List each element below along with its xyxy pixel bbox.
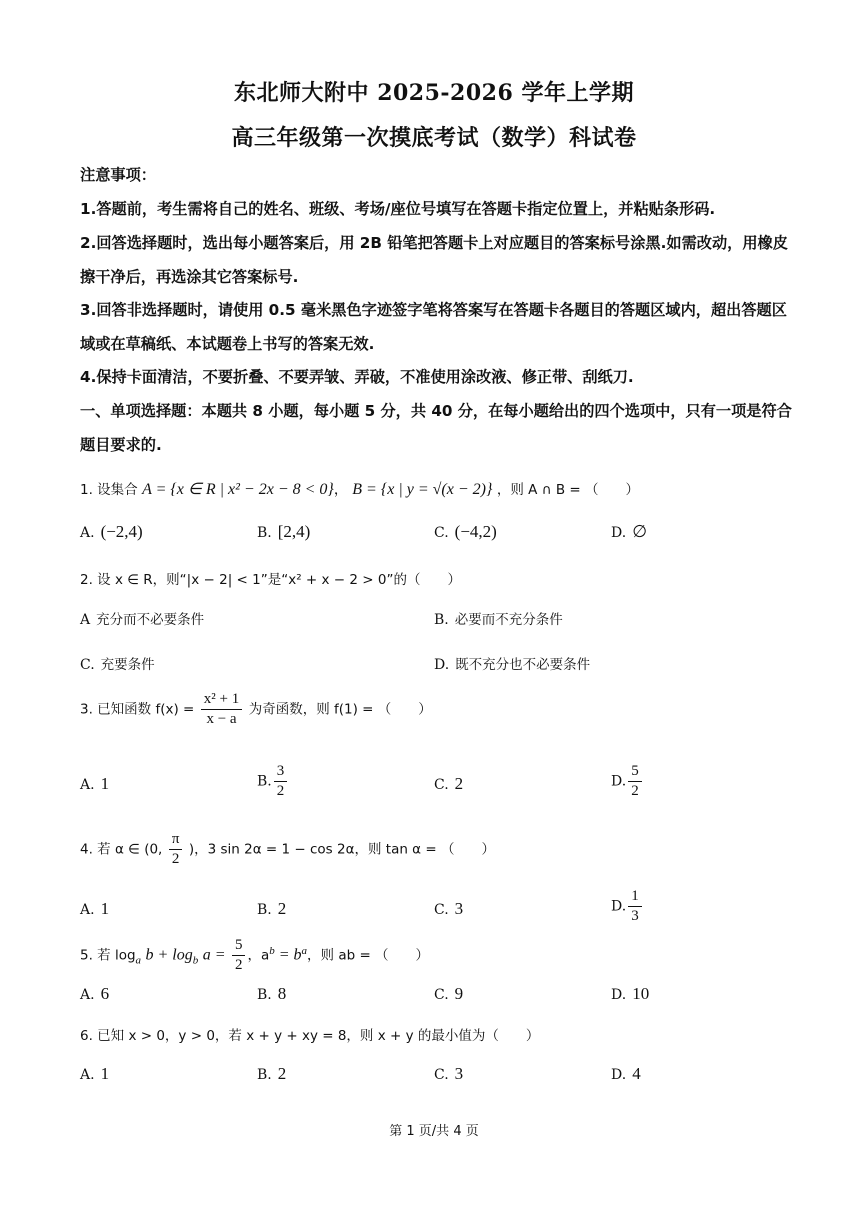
fraction-numerator: 3: [274, 762, 288, 782]
option-value: 1: [100, 899, 110, 918]
notes-heading: 注意事项：: [80, 166, 156, 184]
question-5: [80, 936, 800, 975]
option-2a[interactable]: [80, 608, 204, 628]
option-label: B.: [257, 902, 272, 918]
question-3: [80, 690, 800, 729]
option-label: A.: [80, 1067, 95, 1083]
option-value: 1: [100, 774, 110, 793]
option-label: B.: [257, 1067, 272, 1083]
option-label: A.: [80, 525, 95, 541]
question-3-prefix: 3. 已知函数 f(x) =: [80, 701, 195, 718]
option-4d[interactable]: [611, 887, 644, 926]
option-value: 2: [277, 1064, 287, 1083]
question-4-fraction: [169, 830, 183, 869]
question-6-text: 6. 已知 x > 0，y > 0，若 x + y + xy = 8，则 x + y 的最小值为（ ）: [80, 1028, 540, 1044]
option-3c[interactable]: [434, 774, 463, 794]
option-value: 充要条件: [100, 657, 155, 673]
option-label: C.: [434, 525, 449, 541]
option-label: C.: [434, 902, 449, 918]
exam-title-line2: 高三年级第一次摸底考试（数学）科试卷: [231, 125, 637, 151]
fraction-denominator: 2: [171, 851, 180, 867]
section-1-heading: 一、单项选择题：本题共 8 小题，每小题 5 分，共 40 分，在每小题给出的四个选项中，只有一项是符合题目要求的.: [80, 402, 792, 454]
fraction-numerator: 1: [628, 887, 642, 907]
option-value: 充分而不必要条件: [96, 612, 205, 628]
option-label: D.: [611, 773, 627, 790]
option-1d[interactable]: [611, 522, 647, 542]
option-5b[interactable]: [257, 984, 286, 1004]
question-6: [80, 1024, 800, 1044]
exponent-b: b: [269, 944, 275, 957]
fraction-denominator: 3: [631, 908, 639, 924]
option-fraction: [274, 762, 288, 801]
note-item-2: 2.回答选择题时，选出每小题答案后，用 2B 铅笔把答题卡上对应题目的答案标号涂黑.如需改动，用橡皮擦干净后，再选涂其它答案标号.: [80, 234, 788, 286]
option-label: B.: [257, 773, 272, 790]
note-item-3: 3.回答非选择题时，请使用 0.5 毫米黑色字迹签字笔将答案写在答题卡各题目的答题区域内，超出答题区域或在草稿纸、本试题卷上书写的答案无效.: [80, 301, 787, 353]
option-label: B.: [434, 612, 449, 628]
option-1c[interactable]: [434, 522, 497, 542]
question-5-suffix2: = b: [274, 946, 302, 964]
note-item-1: 1.答题前，考生需将自己的姓名、班级、考场/座位号填写在答题卡指定位置上，并粘贴条形码.: [80, 200, 716, 218]
option-label: A.: [80, 987, 95, 1003]
option-4a[interactable]: [80, 899, 109, 919]
question-3-fraction: [201, 690, 242, 729]
option-value: (−4,2): [454, 522, 497, 541]
question-5-fraction: [232, 936, 246, 975]
option-value: 4: [632, 1064, 641, 1083]
option-3b[interactable]: [257, 762, 289, 801]
question-2-text: 2. 设 x ∈ R，则“|x − 2| < 1”是“x² + x − 2 > 0”的（ ）: [80, 572, 461, 588]
exam-title-line1: 东北师大附中 2025-2026 学年上学期: [234, 80, 634, 106]
fraction-numerator: 5: [232, 936, 246, 956]
question-2: [80, 568, 800, 588]
option-1b[interactable]: [257, 522, 310, 542]
question-4-suffix: )，3 sin 2α = 1 − cos 2α，则 tan α = （ ）: [188, 841, 495, 858]
option-5a[interactable]: [80, 984, 109, 1004]
fraction-denominator: 2: [234, 957, 243, 973]
option-5c[interactable]: [434, 984, 463, 1004]
option-value: 8: [277, 984, 287, 1003]
option-value: ∅: [632, 522, 647, 541]
option-value: 必要而不充分条件: [454, 612, 563, 628]
question-5-eq: a =: [202, 946, 226, 964]
question-4: [80, 830, 800, 869]
option-label: B.: [257, 525, 272, 541]
option-3d[interactable]: [611, 762, 644, 801]
option-label: D.: [611, 1067, 627, 1083]
option-value: 10: [632, 984, 650, 1003]
log-base-b: b: [192, 954, 199, 967]
fraction-numerator: x² + 1: [201, 690, 242, 710]
option-value: 既不充分也不必要条件: [455, 657, 591, 673]
option-label: D.: [611, 987, 627, 1003]
option-6b[interactable]: [257, 1064, 286, 1084]
option-value: 9: [454, 984, 464, 1003]
option-label: D.: [611, 898, 627, 915]
fraction-denominator: 2: [631, 783, 639, 799]
option-label: D.: [611, 525, 627, 541]
option-4c[interactable]: [434, 899, 463, 919]
option-1a[interactable]: [80, 522, 143, 542]
option-2b[interactable]: [434, 608, 563, 628]
exponent-a: a: [301, 944, 308, 957]
option-value: 3: [454, 899, 464, 918]
option-value: (−2,4): [100, 522, 143, 541]
option-value: 1: [100, 1064, 110, 1083]
fraction-numerator: π: [169, 830, 183, 850]
option-5d[interactable]: [611, 984, 649, 1004]
option-value: 6: [100, 984, 110, 1003]
option-3a[interactable]: [80, 774, 109, 794]
option-label: C.: [434, 1067, 449, 1083]
question-5-suffix: ，a: [247, 947, 270, 964]
option-label: A.: [80, 777, 95, 793]
note-item-4: 4.保持卡面清洁，不要折叠、不要弄皱、弄破，不准使用涂改液、修正带、刮纸刀.: [80, 368, 634, 386]
question-5-suffix3: ，则 ab = （ ）: [307, 947, 430, 964]
question-1-suffix: ，则 A ∩ B = （ ）: [496, 482, 639, 498]
option-label: C.: [434, 777, 449, 793]
fraction-denominator: x − a: [206, 711, 237, 727]
option-label: C.: [434, 987, 449, 1003]
option-value: [2,4): [277, 522, 311, 541]
option-value: 3: [454, 1064, 464, 1083]
option-value: 2: [454, 774, 464, 793]
fraction-numerator: 5: [628, 762, 642, 782]
question-1-set-b: B = {x | y = √(x − 2)}: [352, 481, 493, 498]
option-fraction: [628, 887, 642, 926]
option-6a[interactable]: [80, 1064, 109, 1084]
option-2d[interactable]: [434, 653, 590, 673]
fraction-denominator: 2: [276, 783, 285, 799]
option-6c[interactable]: [434, 1064, 463, 1084]
option-label: A: [80, 612, 91, 628]
log-base-a: a: [135, 954, 142, 967]
question-3-suffix: 为奇函数，则 f(1) = （ ）: [248, 701, 432, 718]
option-label: D.: [434, 657, 450, 673]
question-5-mid: b + log: [145, 946, 193, 964]
question-1-set-a: A = {x ∈ R | x² − 2x − 8 < 0}: [142, 481, 334, 498]
option-label: C.: [80, 657, 95, 673]
question-1-prefix: 1. 设集合: [80, 482, 138, 498]
page-footer: 第 1 页/共 4 页: [389, 1124, 479, 1139]
option-value: 2: [277, 899, 287, 918]
question-1: 1. 设集合 A = {x ∈ R | x² − 2x − 8 < 0}， B = {x | y = √(x − 2)} ，则 A ∩ B = （ ）: [80, 481, 639, 498]
option-6d[interactable]: [611, 1064, 641, 1084]
option-4b[interactable]: [257, 899, 286, 919]
option-fraction: [628, 762, 642, 801]
option-label: B.: [257, 987, 272, 1003]
option-2c[interactable]: [80, 653, 155, 673]
question-5-prefix: 5. 若 log: [80, 947, 136, 964]
question-4-prefix: 4. 若 α ∈ (0,: [80, 841, 163, 858]
option-label: A.: [80, 902, 95, 918]
